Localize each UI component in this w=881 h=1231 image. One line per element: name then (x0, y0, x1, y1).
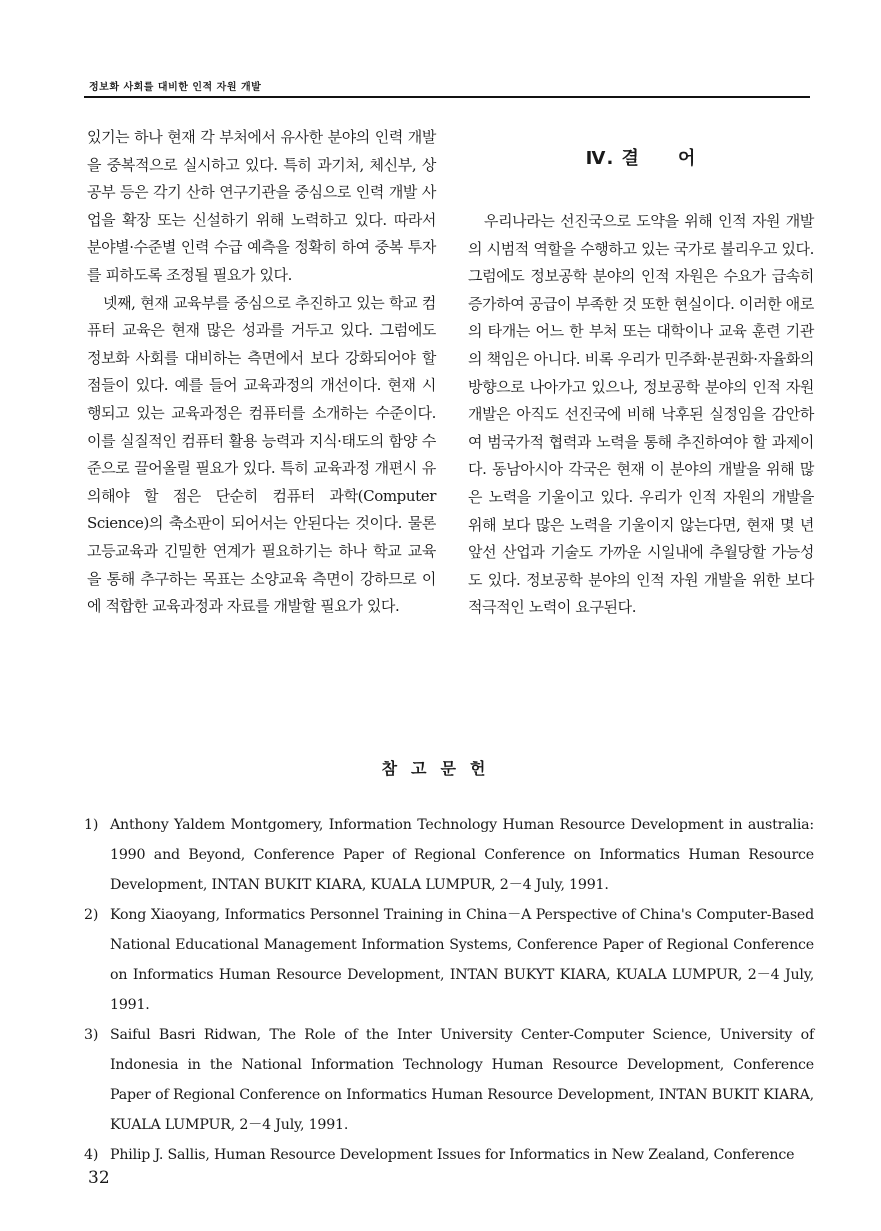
reference-number: 2) (84, 907, 99, 923)
conclusion-paragraph: 우리나라는 선진국으로 도약을 위해 인적 자원 개발의 시범적 역할을 수행하고 있는 국가로 불리우고 있다. 그럼에도 정보공학 분야의 인적 자원은 수요가 급속히 증가하여 공급이 부족한 것 또한 현실이다. 이러한 애로의 타개는 어느 한 부처 또는 대학이나 교육 훈련 기관의 책임은 아니다. 비록 우리가 민주화·분권화·자율화의 방향으로 나아가고 있으나, 정보공학 분야의 인적 자원 개발은 아직도 선진국에 비해 낙후된 실정임을 감안하여 범국가적 협력과 노력을 통해 추진하여야 할 과제이다. 동남아시아 각국은 현재 이 분야의 개발을 위해 많은 노력을 기울이고 있다. 우리가 인적 자원의 개발을 위해 보다 많은 노력을 기울이지 않는다면, 현재 몇 년 앞선 산업과 기술도 가까운 시일내에 추월당할 가능성도 있다. 정보공학 분야의 인적 자원 개발을 위한 보다 적극적인 노력이 요구된다. (468, 212, 814, 617)
reference-number: 1) (84, 817, 99, 833)
reference-number: 3) (84, 1027, 99, 1043)
header-rule (84, 96, 810, 98)
reference-text: Saiful Basri Ridwan, The Role of the Inter University Center-Computer Science, University of Indonesia in the National Information Technology Human Resource Development, Conference Paper of Regional Conference on Informatics Human Resource Development, INTAN BUKIT KIARA, KUALA LUMPUR, 2－4 July, 1991. (110, 1027, 814, 1133)
reference-item (84, 1020, 814, 1140)
reference-item (84, 810, 814, 900)
section-heading-conclusion: Ⅳ. 결 어 (585, 148, 697, 169)
reference-number: 4) (84, 1147, 99, 1163)
reference-item (84, 900, 814, 1020)
reference-text: Kong Xiaoyang, Informatics Personnel Training in China－A Perspective of China's Computer-Based National Educational Management Information Systems, Conference Paper of Regional Conference on Informatics Human Resource Development, INTAN BUKYT KIARA, KUALA LUMPUR, 2－4 July, 1991. (110, 907, 814, 1013)
left-paragraph-1: 있기는 하나 현재 각 부처에서 유사한 분야의 인력 개발을 중복적으로 실시하고 있다. 특히 과기처, 체신부, 상공부 등은 각기 산하 연구기관을 중심으로 인력 개발 사업을 확장 또는 신설하기 위해 노력하고 있다. 따라서 분야별·수준별 인력 수급 예측을 정확히 하여 중복 투자를 피하도록 조정될 필요가 있다. (87, 128, 436, 284)
reference-text: Anthony Yaldem Montgomery, Information Technology Human Resource Development in australia: 1990 and Beyond, Conference Paper of Regional Conference on Informatics Human Resource Development, INTAN BUKIT KIARA, KUALA LUMPUR, 2－4 July, 1991. (110, 817, 814, 893)
running-header: 정보화 사회를 대비한 인적 자원 개발 (89, 82, 262, 93)
page-number: 32 (88, 1168, 110, 1188)
left-column (87, 124, 436, 621)
right-column (468, 124, 814, 622)
reference-text: Philip J. Sallis, Human Resource Development Issues for Informatics in New Zealand, Conference (110, 1147, 795, 1163)
references-title: 참고문헌 (381, 759, 500, 778)
reference-list (84, 810, 814, 1170)
reference-item (84, 1140, 814, 1170)
left-paragraph-2: 넷째, 현재 교육부를 중심으로 추진하고 있는 학교 컴퓨터 교육은 현재 많은 성과를 거두고 있다. 그럼에도 정보화 사회를 대비하는 측면에서 보다 강화되어야 할 점들이 있다. 예를 들어 교육과정의 개선이다. 현재 시행되고 있는 교육과정은 컴퓨터를 소개하는 수준이다. 이를 실질적인 컴퓨터 활용 능력과 지식·태도의 함양 수준으로 끌어올릴 필요가 있다. 특히 교육과정 개편시 유의해야 할 점은 단순히 컴퓨터 과학(Computer Science)의 축소판이 되어서는 안된다는 것이다. 물론 고등교육과 긴밀한 연계가 필요하기는 하나 학교 교육을 통해 추구하는 목표는 소양교육 측면이 강하므로 이에 적합한 교육과정과 자료를 개발할 필요가 있다. (87, 293, 436, 616)
